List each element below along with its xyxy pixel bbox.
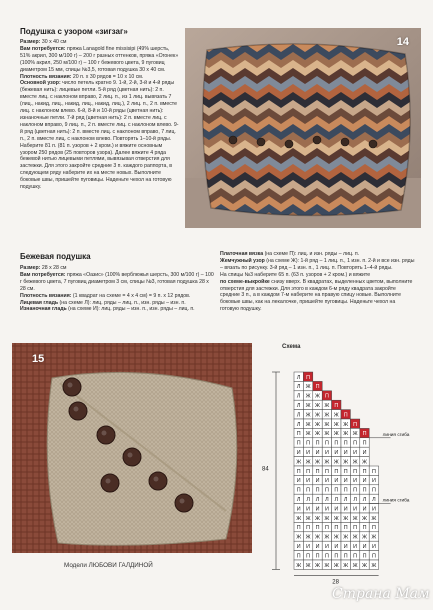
scheme-cell-symbol: Ж xyxy=(333,412,339,419)
instruction-text: снизу вверх. В квадратах, выделенных цветом, выполните отверстия для застежки. Для этого в каждом 6-м ряду квадрата закройте средние 3 п., а в каждом 7-м наберите на правую спицу новые. Выполните боковые швы, как на лекалочке, пришейте пуговицы. Наденьте чехол на готовую подушку. xyxy=(220,278,413,313)
zigzag-pillow-photo xyxy=(185,28,421,228)
scheme-cell-symbol: П xyxy=(362,487,367,494)
zigzag-stripe xyxy=(185,228,425,248)
scheme-cell-symbol: Ж xyxy=(343,515,349,522)
instruction-line xyxy=(20,39,180,46)
scheme-cell-symbol: П xyxy=(296,440,301,447)
scheme-cell-symbol: П xyxy=(296,525,301,532)
scheme-cell-symbol: П xyxy=(343,440,348,447)
scheme-cell-symbol: Л xyxy=(362,496,367,503)
knitting-scheme xyxy=(258,352,410,586)
scheme-cell-symbol: Ж xyxy=(305,421,311,428)
scheme-cell-symbol: П xyxy=(353,525,358,532)
instruction-label: Основной узор: xyxy=(20,80,61,87)
scheme-cell-symbol: П xyxy=(315,487,320,494)
instruction-text: (на схеме Л): лиц. ряды – лиц. п., изн. ряды – изн. п. xyxy=(58,299,186,306)
button-icon xyxy=(69,402,87,420)
scheme-cell-symbol: Ж xyxy=(352,515,358,522)
scheme-cell-symbol: Ж xyxy=(305,393,311,400)
instruction-text: На спицы №3 наберите 65 п. (63 п. узоров + 2 кром.) и вяжите xyxy=(220,271,371,278)
scheme-cell-symbol: Ж xyxy=(305,534,311,541)
scheme-cell-symbol: П xyxy=(353,440,358,447)
scheme-cell-symbol: П xyxy=(315,525,320,532)
scheme-cell-symbol: П xyxy=(362,468,367,475)
instruction-line xyxy=(220,279,415,314)
instruction-label: Плотность вязания: xyxy=(20,73,72,80)
scheme-cell-symbol: П xyxy=(306,553,311,560)
scheme-cell-symbol: П xyxy=(343,487,348,494)
scheme-cell-symbol: Ж xyxy=(296,562,302,569)
button-icon xyxy=(341,138,349,146)
scheme-cell-symbol: Л xyxy=(306,496,310,503)
button-icon xyxy=(101,474,119,492)
scheme-cell-symbol: Ж xyxy=(315,421,320,428)
scheme-cell-symbol: И xyxy=(296,449,301,456)
scheme-cell-symbol: Ж xyxy=(315,412,320,419)
scheme-cell-symbol: Ж xyxy=(352,534,358,541)
instruction-line xyxy=(20,300,214,307)
button-icon xyxy=(369,140,377,148)
instruction-text: (1 квадрат на схеме = 4 х 4 см) = 9 п. х 12 рядов. xyxy=(71,292,191,299)
scheme-cell-symbol: Л xyxy=(296,384,301,391)
scheme-cell-symbol: И xyxy=(306,478,311,485)
scheme-cell-symbol: П xyxy=(362,431,367,438)
scheme-cell-symbol: И xyxy=(315,449,320,456)
instruction-line xyxy=(220,258,415,272)
scheme-cell-symbol: И xyxy=(296,478,301,485)
scheme-cell-symbol: Ж xyxy=(315,431,320,438)
scheme-cell-symbol: П xyxy=(324,393,329,400)
scheme-cell-symbol: И xyxy=(343,543,348,550)
scheme-cell-symbol: Ж xyxy=(324,431,330,438)
scheme-cell-symbol: Ж xyxy=(324,402,330,409)
scheme-cell-symbol: И xyxy=(324,478,329,485)
fold-label: линия сгиба xyxy=(382,498,410,504)
scheme-cell-symbol: П xyxy=(334,468,339,475)
scheme-cell-symbol: Ж xyxy=(296,459,302,466)
scheme-cell-symbol: Ж xyxy=(324,459,330,466)
scheme-cell-symbol: И xyxy=(324,543,329,550)
scheme-cell-symbol: П xyxy=(324,553,329,560)
instruction-line xyxy=(20,293,214,300)
scheme-cell-symbol: Л xyxy=(296,496,301,503)
scheme-cell-symbol: П xyxy=(315,553,320,560)
scheme-cell-symbol: И xyxy=(362,478,367,485)
scheme-cell-symbol: И xyxy=(315,506,320,513)
button-icon xyxy=(285,140,293,148)
scheme-cell-symbol: Ж xyxy=(371,515,377,522)
scheme-cell-symbol: Ж xyxy=(333,459,339,466)
instruction-text: число петель кратно 9. 1-й, 2-й, 3-й и 4-й ряды (бежевая нить): лицевые петли. 5-й ряд (цветная нить): 2 п. вместе лиц. с наклоном вправо, 2 лиц. п., из 1 лиц. вывязать 7 (лиц., накид, лиц., накид, лиц., накид, лиц.), 2 лиц. п., 2 п. вместе лиц. с наклоном влево. 6-й, 8-й и 10-й ряды (цветная нить): изнаночные петли. 7-й ряд (цветная нить): 2 п. вместе лиц. с наклоном вправо, 9 лиц. п., 2 п. вместе лиц. с наклоном влево. 9-й ряд (цветная нить): 2 п. вместе лиц. с наклоном вправо, 7 лиц. п., 2 п. вместе лиц. с наклоном влево. Повторять 1–10-й ряды. xyxy=(20,80,179,142)
button-icon xyxy=(63,378,81,396)
instruction-line xyxy=(20,143,180,191)
button-highlight xyxy=(68,383,73,388)
scheme-cell-symbol: П xyxy=(353,421,358,428)
scheme-cell-symbol: Ж xyxy=(296,515,302,522)
scheme-cell-symbol: П xyxy=(315,468,320,475)
scheme-cell-symbol: И xyxy=(306,506,311,513)
scheme-cell-symbol: Ж xyxy=(343,431,349,438)
scheme-cell-symbol: Л xyxy=(325,496,329,503)
site-watermark: Страна Мам xyxy=(332,586,430,602)
scheme-cell-symbol: Л xyxy=(296,393,301,400)
scheme-cell-symbol: П xyxy=(371,487,376,494)
scheme-cell-symbol: И xyxy=(353,506,358,513)
scheme-cell-symbol: Ж xyxy=(352,459,358,466)
scheme-cell-symbol: Л xyxy=(315,496,320,503)
instruction-label: Платочная вязка xyxy=(220,251,264,257)
button-icon xyxy=(149,472,167,490)
scheme-cell-symbol: Ж xyxy=(343,421,349,428)
button-icon xyxy=(257,138,265,146)
scheme-cell-symbol: П xyxy=(334,553,339,560)
button-highlight xyxy=(154,477,159,482)
scheme-cell-symbol: И xyxy=(371,506,376,513)
scheme-cell-symbol: П xyxy=(306,468,311,475)
scheme-cell-symbol: Ж xyxy=(315,402,320,409)
scheme-cell-symbol: Л xyxy=(343,496,348,503)
scheme-cell-symbol: Ж xyxy=(333,534,339,541)
scheme-cell-symbol: Л xyxy=(296,374,301,381)
scheme-cell-symbol: И xyxy=(315,543,320,550)
beige-instructions-left xyxy=(20,265,214,313)
scheme-cell-symbol: Л xyxy=(296,402,301,409)
width-label: 28 xyxy=(332,579,339,586)
scheme-cell-symbol: П xyxy=(334,402,339,409)
scheme-cell-symbol: П xyxy=(324,468,329,475)
button-highlight xyxy=(128,453,133,458)
scheme-cell-symbol: П xyxy=(343,412,348,419)
scheme-cell-symbol: П xyxy=(353,487,358,494)
scheme-cell-symbol: П xyxy=(334,525,339,532)
scheme-cell-symbol: П xyxy=(353,468,358,475)
scheme-cell-symbol: И xyxy=(296,543,301,550)
scheme-cell-symbol: Ж xyxy=(305,402,311,409)
scheme-cell-symbol: П xyxy=(343,468,348,475)
scheme-cell-symbol: И xyxy=(353,478,358,485)
scheme-cell-symbol: Ж xyxy=(324,515,330,522)
beige-instructions-right xyxy=(220,251,415,313)
instruction-text: пряжа «Оазис» (100% верблюжья шерсть, 300 м/100 г) – 100 г бежевого цвета, 7 пуговиц диаметром 3 см, спицы №3, готовая подушка 28 х 28 см. xyxy=(20,271,214,292)
scheme-cell-symbol: Ж xyxy=(343,562,349,569)
zigzag-pillow-illustration xyxy=(185,28,421,228)
instruction-label: Жемчужный узор xyxy=(220,257,265,264)
scheme-cell-symbol: П xyxy=(324,440,329,447)
scheme-cell-symbol: П xyxy=(315,440,320,447)
scheme-cell-symbol: Л xyxy=(353,496,357,503)
instruction-text: (на схеме П): лиц. и изн. ряды – лиц. п. xyxy=(263,251,360,257)
scheme-cell-symbol: П xyxy=(296,431,301,438)
scheme-title: Схема xyxy=(282,344,301,350)
scheme-cell-symbol: И xyxy=(334,506,339,513)
instruction-text: пряжа Lanagold fine missisipi (49% шерсть, 51% акрил, 300 м/100 г) – 200 г разных оттенков, пряжа «Огонек» (100% акрил, 250 м/100 г) – 100 г бежевого цвета, 9 пуговиц диаметром 15 мм, спицы №3,5, готовая подушка 30 х 40 см. xyxy=(20,45,179,73)
instruction-label: Размер: xyxy=(20,265,41,271)
button-icon xyxy=(123,448,141,466)
scheme-cell-symbol: Ж xyxy=(315,515,320,522)
instruction-line xyxy=(20,265,214,272)
scheme-cell-symbol: И xyxy=(334,449,339,456)
scheme-cell-symbol: П xyxy=(343,525,348,532)
instruction-text: 30 х 40 см xyxy=(40,39,67,45)
scheme-cell-symbol: П xyxy=(334,440,339,447)
instruction-line xyxy=(20,306,214,313)
instruction-label: Размер: xyxy=(20,39,41,45)
scheme-cell-symbol: П xyxy=(306,440,311,447)
scheme-cell-symbol: Ж xyxy=(362,515,367,522)
scheme-cell-symbol: И xyxy=(362,543,367,550)
scheme-cell-symbol: Ж xyxy=(362,459,367,466)
scheme-cell-symbol: Ж xyxy=(305,412,311,419)
scheme-cell-symbol: Ж xyxy=(324,421,330,428)
scheme-cell-symbol: П xyxy=(371,553,376,560)
scheme-cell-symbol: Ж xyxy=(324,562,330,569)
instruction-line xyxy=(20,80,180,142)
scheme-cell-symbol: И xyxy=(353,543,358,550)
scheme-cell-symbol: Ж xyxy=(324,412,330,419)
instruction-text: (на схеме Ж): 1-й ряд – 1 лиц. п., 1 изн. п. 2-й и все изн. ряды – вязать по рисунку. 3-й ряд – 1 изн. п., 1 лиц. п. Повторять 1–4-й ряды. xyxy=(220,257,415,271)
instruction-label: Плотность вязания: xyxy=(20,292,72,299)
instruction-label: Лицевая гладь xyxy=(20,299,59,306)
scheme-cell-symbol: Л xyxy=(372,496,376,503)
scheme-cell-symbol: П xyxy=(334,487,339,494)
zigzag-instructions xyxy=(20,39,180,191)
scheme-cell-symbol: П xyxy=(306,525,311,532)
scheme-cell-symbol: И xyxy=(334,478,339,485)
scheme-cell-symbol: П xyxy=(353,553,358,560)
scheme-cell-symbol: Ж xyxy=(305,459,311,466)
scheme-cell-symbol: Л xyxy=(296,412,301,419)
scheme-cell-symbol: Ж xyxy=(305,431,311,438)
beige-pillow-photo xyxy=(12,343,252,553)
button-icon xyxy=(229,136,237,144)
scheme-cell-symbol: И xyxy=(362,506,367,513)
scheme-cell-symbol: И xyxy=(371,478,376,485)
scheme-cell-symbol: Ж xyxy=(324,534,330,541)
scheme-cell-symbol: Ж xyxy=(333,562,339,569)
scheme-cell-symbol: И xyxy=(306,449,311,456)
photo-number-14: 14 xyxy=(396,36,409,48)
scheme-cell-symbol: Ж xyxy=(305,562,311,569)
scheme-cell-symbol: П xyxy=(296,487,301,494)
scheme-cell-symbol: Л xyxy=(296,421,301,428)
scheme-cell-symbol: Ж xyxy=(371,534,377,541)
height-label: 84 xyxy=(262,466,269,473)
button-icon xyxy=(313,136,321,144)
scheme-cell-symbol: Ж xyxy=(352,562,358,569)
scheme-cell-symbol: Л xyxy=(334,496,339,503)
scheme-cell-symbol: П xyxy=(315,384,320,391)
instruction-text: 20 п. х 30 рядов = 10 х 10 см. xyxy=(71,73,144,80)
scheme-cell-symbol: Ж xyxy=(362,534,367,541)
scheme-cell-symbol: Ж xyxy=(333,421,339,428)
scheme-cell-symbol: Ж xyxy=(305,515,311,522)
scheme-cell-symbol: И xyxy=(315,478,320,485)
scheme-cell-symbol: Ж xyxy=(352,431,358,438)
instruction-line xyxy=(20,272,214,293)
button-icon xyxy=(175,494,193,512)
scheme-cell-symbol: Ж xyxy=(333,515,339,522)
scheme-cell-symbol: И xyxy=(343,449,348,456)
scheme-cell-symbol: И xyxy=(343,506,348,513)
instruction-line xyxy=(20,46,180,74)
scheme-cell-symbol: Ж xyxy=(305,384,311,391)
photo-number-15: 15 xyxy=(32,353,45,365)
scheme-cell-symbol: Ж xyxy=(362,562,367,569)
scheme-cell-symbol: П xyxy=(296,553,301,560)
scheme-cell-symbol: П xyxy=(371,525,376,532)
instruction-text: 28 х 28 см xyxy=(40,265,67,271)
scheme-cell-symbol: П xyxy=(362,525,367,532)
instruction-line xyxy=(220,251,415,258)
scheme-cell-symbol: И xyxy=(324,449,329,456)
scheme-cell-symbol: П xyxy=(371,468,376,475)
beige-pillow-illustration xyxy=(12,343,252,553)
scheme-cell-symbol: Ж xyxy=(343,534,349,541)
button-highlight xyxy=(74,407,79,412)
instruction-label: Вам потребуется: xyxy=(20,271,66,278)
scheme-cell-symbol: П xyxy=(306,374,311,381)
scheme-cell-symbol: И xyxy=(324,506,329,513)
scheme-cell-symbol: П xyxy=(362,553,367,560)
designer-credit: Модели ЛЮБОВИ ГАЛДИНОЙ xyxy=(64,562,153,569)
scheme-cell-symbol: И xyxy=(343,478,348,485)
instruction-label: Вам потребуется: xyxy=(20,45,66,52)
button-highlight xyxy=(180,499,185,504)
scheme-cell-symbol: Ж xyxy=(315,393,320,400)
scheme-cell-symbol: Ж xyxy=(343,459,349,466)
instruction-line xyxy=(220,272,415,279)
scheme-cell-symbol: Ж xyxy=(371,562,377,569)
instruction-text: (на схеме И): лиц. ряды – изн. п., изн. ряды – лиц. п. xyxy=(66,306,195,313)
scheme-cell-symbol: П xyxy=(362,440,367,447)
zigzag-title: Подушка с узором «зигзаг» xyxy=(20,27,128,36)
scheme-cell-symbol: П xyxy=(343,553,348,560)
fold-label: линия сгиба xyxy=(382,432,410,438)
scheme-cell-symbol: И xyxy=(306,543,311,550)
beige-title: Бежевая подушка xyxy=(20,252,91,261)
button-highlight xyxy=(102,431,107,436)
scheme-cell-symbol: И xyxy=(334,543,339,550)
scheme-cell-symbol: Ж xyxy=(333,431,339,438)
scheme-cell-symbol: Ж xyxy=(315,459,320,466)
scheme-cell-symbol: П xyxy=(324,487,329,494)
button-icon xyxy=(97,426,115,444)
button-highlight xyxy=(106,479,111,484)
instruction-text: Наберите 81 п. (81 п. узоров + 2 кром.) и вяжите основным узором 250 рядов (25 повторов узора). Далее вяжите 4 ряда бежевой нитью лицевыми петлями, вывязывая отверстия для застежки. Для этого закройте средние 3 п. каждого раппорта, в следующем ряду наберите их на месте новых. Выполните боковые швы, пришейте пуговицы. Наденьте чехол на готовую подушку. xyxy=(20,142,173,191)
instruction-label: Изнаночная гладь xyxy=(20,306,67,313)
scheme-cell-symbol: И xyxy=(371,543,376,550)
scheme-cell-symbol: П xyxy=(324,525,329,532)
scheme-cell-symbol: И xyxy=(353,449,358,456)
scheme-cell-symbol: И xyxy=(362,449,367,456)
instruction-label: по схеме-выкройке xyxy=(220,278,270,285)
scheme-cell-symbol: Ж xyxy=(315,562,320,569)
scheme-cell-symbol: П xyxy=(296,468,301,475)
scheme-cell-symbol: П xyxy=(306,487,311,494)
scheme-cell-symbol: И xyxy=(296,506,301,513)
scheme-cell-symbol: Ж xyxy=(315,534,320,541)
scheme-cell-symbol: Ж xyxy=(296,534,302,541)
